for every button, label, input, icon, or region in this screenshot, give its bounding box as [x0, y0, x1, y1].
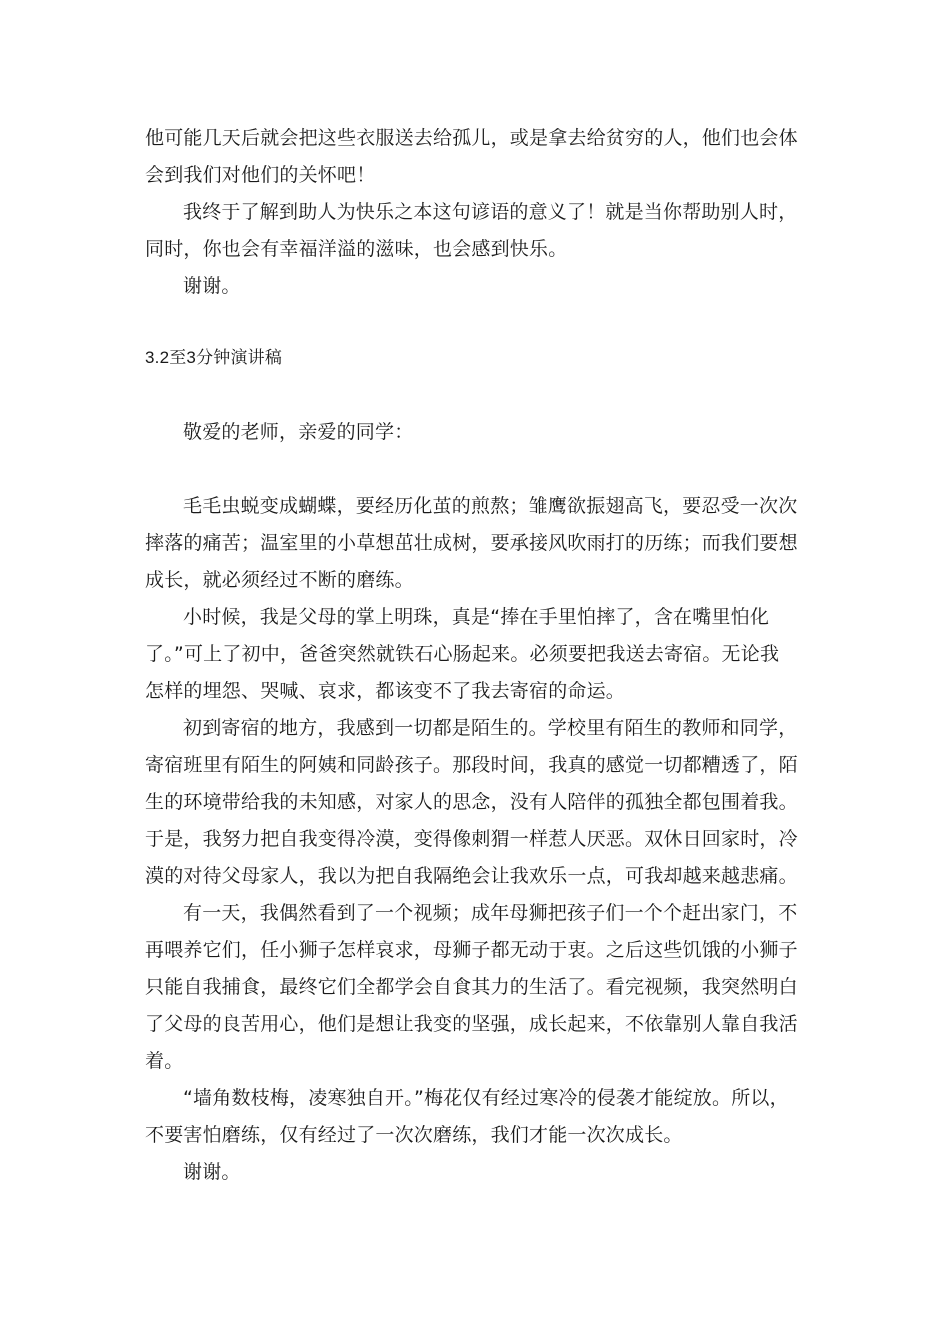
text-line: 生的环境带给我的未知感，对家人的思念，没有人陪伴的孤独全都包围着我。 — [145, 791, 798, 813]
closing-thanks: 谢谢。 — [183, 1161, 241, 1183]
text-line: 再喂养它们，任小狮子怎样哀求，母狮子都无动于衷。之后这些饥饿的小狮子 — [145, 939, 798, 961]
text-line: 毛毛虫蜕变成蝴蝶，要经历化茧的煎熬；雏鹰欲振翅高飞，要忍受一次次 — [183, 495, 798, 517]
section-heading: 3.2至3分钟演讲稿 — [145, 348, 283, 367]
text-line: 寄宿班里有陌生的阿姨和同龄孩子。那段时间，我真的感觉一切都糟透了，陌 — [145, 754, 798, 776]
text-line: 他可能几天后就会把这些衣服送去给孤儿，或是拿去给贫穷的人，他们也会体 — [145, 127, 798, 149]
closing-thanks: 谢谢。 — [183, 275, 241, 297]
text-line: “墙角数枝梅，凌寒独自开。”梅花仅有经过寒冷的侵袭才能绽放。所以， — [183, 1087, 789, 1109]
text-line: 成长，就必须经过不断的磨练。 — [145, 569, 414, 591]
text-line: 摔落的痛苦；温室里的小草想茁壮成树，要承接风吹雨打的历练；而我们要想 — [145, 532, 798, 554]
text-line: 了父母的良苦用心，他们是想让我变的坚强，成长起来，不依靠别人靠自我活 — [145, 1013, 798, 1035]
text-line: 了。”可上了初中，爸爸突然就铁石心肠起来。必须要把我送去寄宿。无论我 — [145, 643, 780, 665]
text-line: 漠的对待父母家人，我以为把自我隔绝会让我欢乐一点，可我却越来越悲痛。 — [145, 865, 798, 887]
text-line: 有一天，我偶然看到了一个视频；成年母狮把孩子们一个个赶出家门，不 — [183, 902, 798, 924]
text-line: 我终于了解到助人为快乐之本这句谚语的意义了！就是当你帮助别人时， — [183, 201, 798, 223]
text-line: 只能自我捕食，最终它们全都学会自食其力的生活了。看完视频，我突然明白 — [145, 976, 798, 998]
text-line: 于是，我努力把自我变得冷漠，变得像刺猬一样惹人厌恶。双休日回家时，冷 — [145, 828, 798, 850]
salutation: 敬爱的老师，亲爱的同学： — [183, 421, 414, 443]
text-line: 着。 — [145, 1050, 184, 1072]
text-line: 同时，你也会有幸福洋溢的滋味，也会感到快乐。 — [145, 238, 568, 260]
text-line: 初到寄宿的地方，我感到一切都是陌生的。学校里有陌生的教师和同学， — [183, 717, 798, 739]
text-line: 怎样的埋怨、哭喊、哀求，都该变不了我去寄宿的命运。 — [145, 680, 626, 702]
text-line: 会到我们对他们的关怀吧！ — [145, 164, 376, 186]
text-line: 不要害怕磨练，仅有经过了一次次磨练，我们才能一次次成长。 — [145, 1124, 683, 1146]
text-line: 小时候，我是父母的掌上明珠，真是“捧在手里怕摔了，含在嘴里怕化 — [183, 606, 770, 628]
